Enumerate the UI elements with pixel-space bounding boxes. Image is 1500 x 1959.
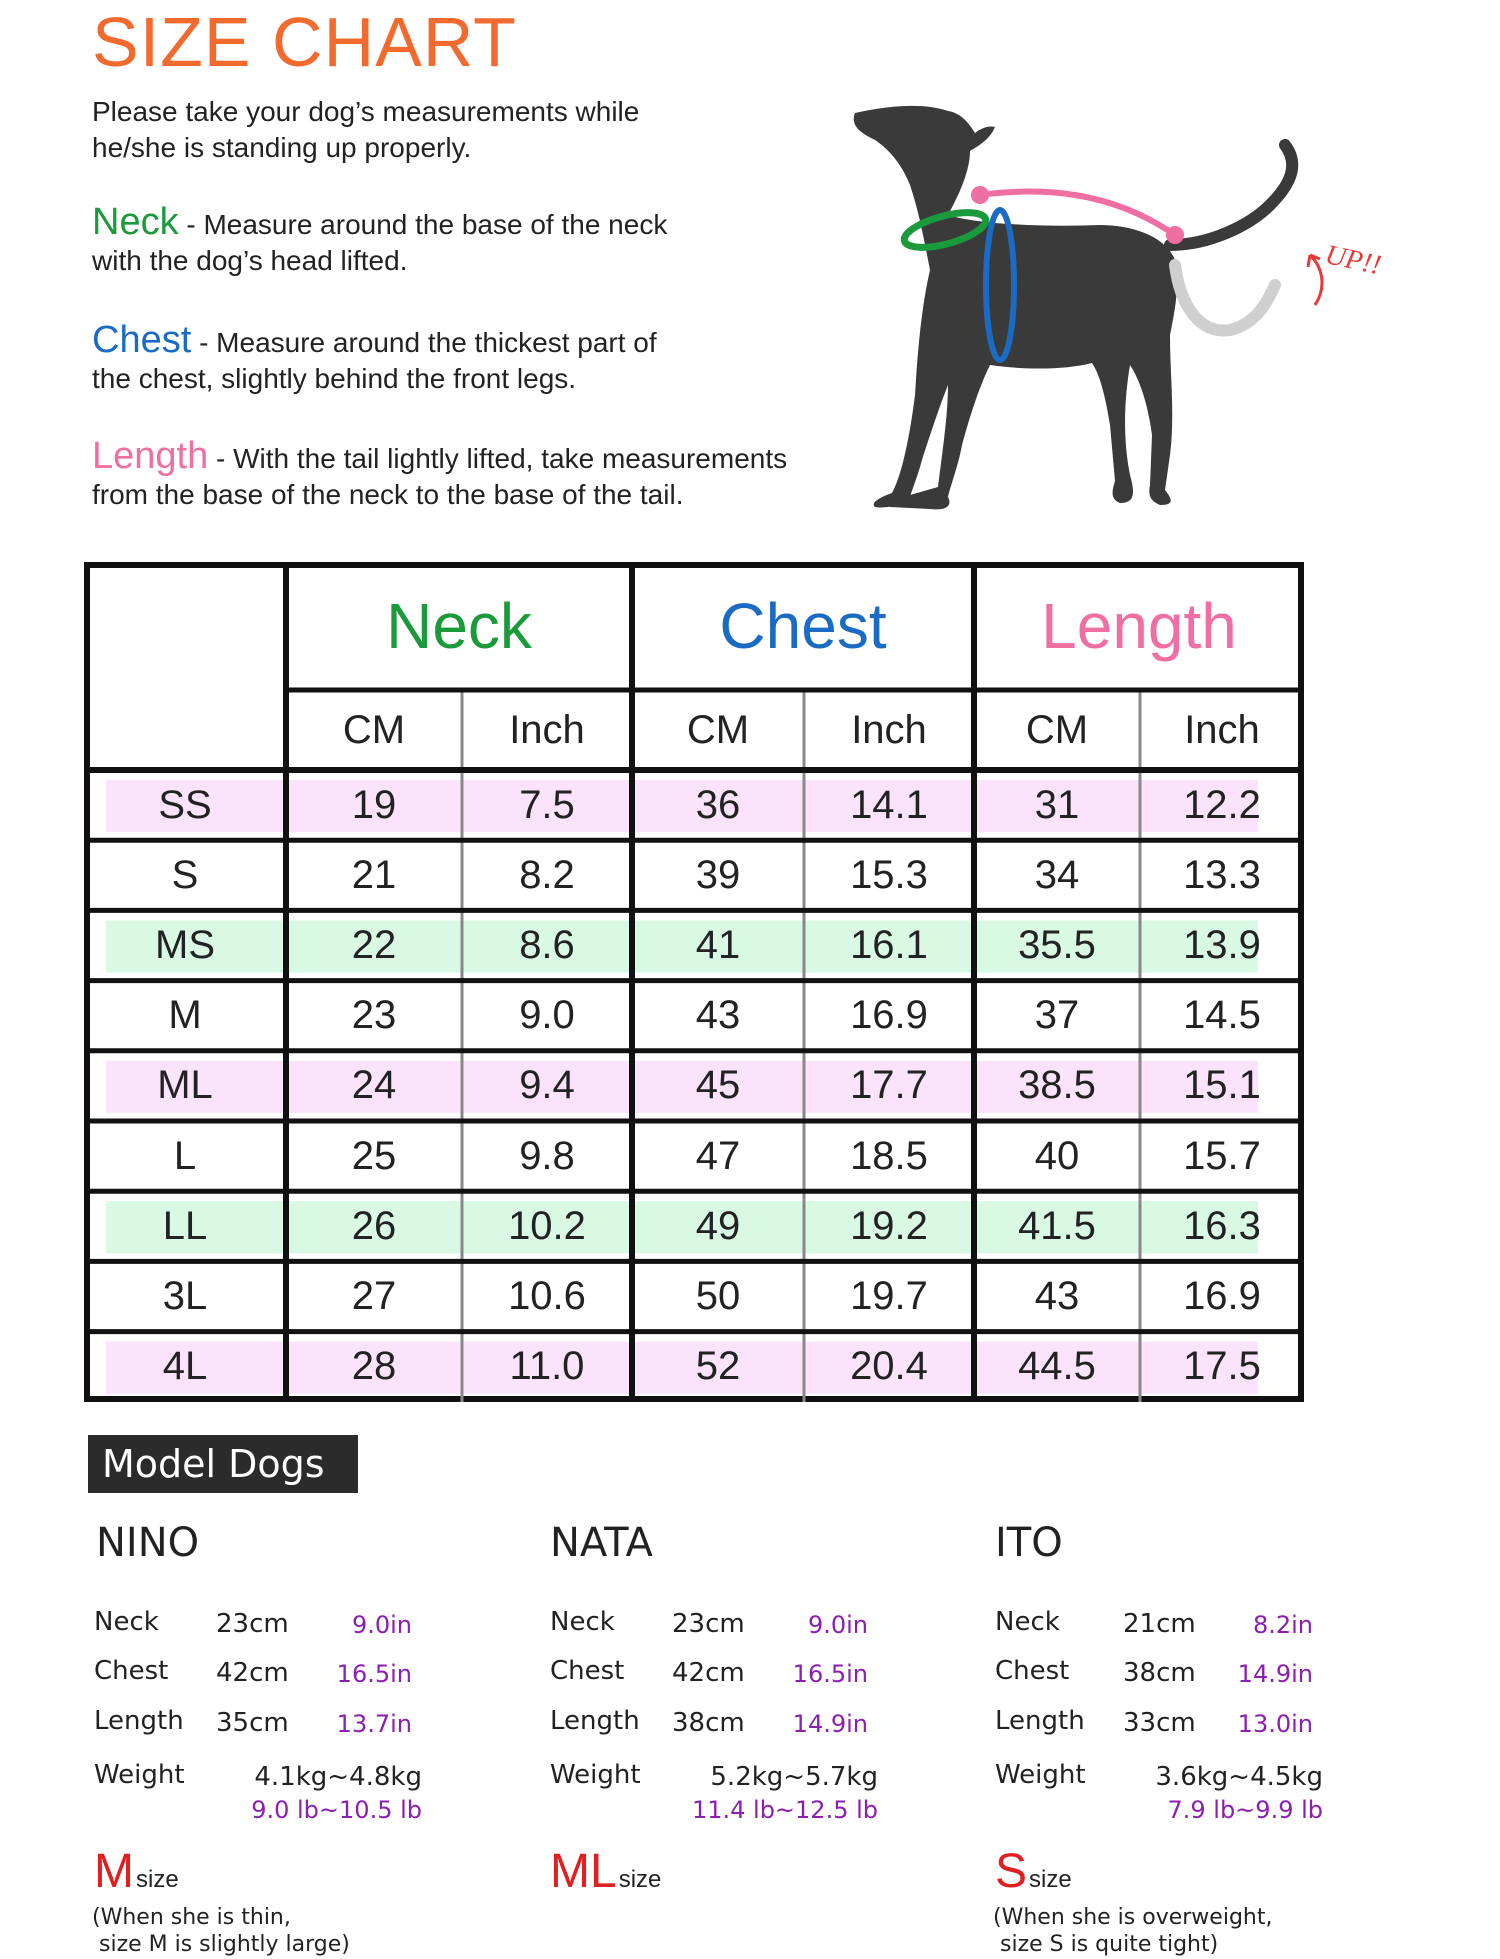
measurement-inch: 13.0in [1237,1710,1313,1738]
measurement-label: Chest [550,1656,625,1686]
measurement-cm: 23cm [672,1609,745,1639]
measurement-cm: 42cm [672,1658,745,1688]
size-value: 44.5 [1018,1344,1096,1389]
size-value: 16.1 [850,922,928,967]
size-value: 8.6 [519,922,575,967]
size-value: 27 [351,1273,397,1318]
unit-header: CM [1025,707,1089,752]
size-value: 15.7 [1183,1133,1261,1178]
measurement-cm: 38cm [672,1708,745,1738]
size-value: 19 [351,782,397,827]
neck-text-2: with the dog’s head lifted. [92,245,408,276]
size-value: 16.9 [1183,1273,1261,1318]
size-value: 9.4 [519,1063,575,1108]
measurement-inch: 13.7in [336,1710,412,1738]
dog-silhouette [854,106,1293,509]
intro-line-1: Please take your dog’s measurements while [92,96,640,127]
measurement-cm: 21cm [1123,1609,1196,1639]
size-label: L [173,1133,197,1178]
size-label: 3L [162,1273,208,1318]
size-value: 52 [695,1344,741,1389]
size-value: 41.5 [1018,1203,1096,1248]
fit-note-line: size M is slightly large) [92,1932,350,1957]
size-value: 14.1 [850,782,928,827]
measurement-inch: 16.5in [336,1660,412,1688]
measurement-inch: 8.2in [1252,1611,1313,1639]
intro-text [92,94,892,166]
measurement-inch: 9.0in [351,1611,412,1639]
fit-note-line: size S is quite tight) [993,1932,1219,1957]
size-value: 25 [351,1133,397,1178]
model-dogs-heading: Model Dogs [88,1435,358,1493]
measurement-cm: 42cm [216,1658,289,1688]
size-label: 4L [162,1344,208,1389]
measurement-label: Neck [995,1607,1060,1637]
size-value: 34 [1034,852,1080,897]
recommended-size-value: ML [550,1845,617,1898]
size-value: 15.1 [1183,1063,1261,1108]
tail-lowered-indicator [1175,265,1275,331]
size-value: 31 [1034,782,1080,827]
size-value: 40 [1034,1133,1080,1178]
size-value: 18.5 [850,1133,928,1178]
size-value: 19.2 [850,1203,928,1248]
chest-term: Chest [92,319,192,361]
size-value: 35.5 [1018,922,1096,967]
size-label: ML [157,1063,213,1108]
size-value: 13.3 [1183,852,1261,897]
fit-note-line: (When she is overweight, [993,1905,1273,1930]
size-value: 36 [695,782,741,827]
model-dog-name: NINO [96,1520,200,1566]
size-value: 12.2 [1183,782,1261,827]
size-label: LL [162,1203,208,1248]
model-dog-name: ITO [995,1520,1063,1566]
measurement-cm: 38cm [1123,1658,1196,1688]
size-table [84,562,1304,1402]
fit-note [92,1904,350,1958]
measurement-label: Neck [550,1607,615,1637]
measurement-inch: 14.9in [1237,1660,1313,1688]
model-dog-name: NATA [550,1520,653,1566]
weight-kg: 4.1kg~4.8kg [254,1762,422,1792]
group-header-neck: Neck [386,590,532,662]
chest-instruction [92,319,892,397]
size-value: 10.6 [508,1273,586,1318]
chest-text-2: the chest, slightly behind the front legs. [92,363,577,394]
size-value: 43 [1034,1273,1080,1318]
neck-term: Neck [92,201,179,243]
fit-note [993,1904,1272,1958]
unit-header: Inch [509,707,585,752]
size-value: 26 [351,1203,397,1248]
size-value: 7.5 [519,782,575,827]
size-value: 23 [351,993,397,1038]
measurement-label: Chest [94,1656,169,1686]
recommended-size-value: S [995,1845,1028,1898]
size-value: 21 [351,852,397,897]
size-value: 39 [695,852,741,897]
length-end-dot [1166,226,1184,244]
size-label: SS [158,782,212,827]
size-value: 17.5 [1183,1344,1261,1389]
size-value: 13.9 [1183,922,1261,967]
size-value: 28 [351,1344,397,1389]
measurement-cm: 33cm [1123,1708,1196,1738]
size-value: 24 [351,1063,397,1108]
unit-header: Inch [1184,707,1260,752]
size-word: size [135,1866,179,1893]
measurement-inch: 9.0in [807,1611,868,1639]
size-value: 17.7 [850,1063,928,1108]
up-arrow-icon [1308,255,1322,305]
measurement-label: Length [94,1706,184,1736]
size-value: 9.0 [519,993,575,1038]
weight-label: Weight [550,1760,641,1790]
size-value: 37 [1034,993,1080,1038]
size-value: 10.2 [508,1203,586,1248]
weight-kg: 5.2kg~5.7kg [710,1762,878,1792]
dog-measurement-illustration [830,95,1410,525]
page-title: SIZE CHART [92,3,517,81]
measurement-label: Chest [995,1656,1070,1686]
chest-text-1: - Measure around the thickest part of [199,327,657,358]
recommended-size [995,1844,1072,1899]
measurement-cm: 23cm [216,1609,289,1639]
recommended-size [94,1844,179,1899]
size-label: M [168,993,202,1038]
size-value: 49 [695,1203,741,1248]
measurement-label: Length [550,1706,640,1736]
size-value: 43 [695,993,741,1038]
size-value: 22 [351,922,397,967]
intro-line-2: he/she is standing up properly. [92,132,472,163]
measurement-inch: 16.5in [792,1660,868,1688]
recommended-size-value: M [94,1845,134,1898]
measurement-inch: 14.9in [792,1710,868,1738]
size-value: 41 [695,922,741,967]
length-text-1: - With the tail lightly lifted, take measurements [216,443,788,474]
measurement-cm: 35cm [216,1708,289,1738]
size-value: 50 [695,1273,741,1318]
size-word: size [618,1866,662,1893]
recommended-size [550,1844,661,1899]
size-value: 47 [695,1133,741,1178]
size-value: 11.0 [509,1344,585,1389]
size-word: size [1029,1866,1072,1893]
size-value: 20.4 [850,1344,928,1389]
size-value: 8.2 [519,852,575,897]
size-value: 38.5 [1018,1063,1096,1108]
size-value: 15.3 [850,852,928,897]
length-text-2: from the base of the neck to the base of the tail. [92,479,684,510]
weight-lb: 11.4 lb~12.5 lb [691,1796,878,1824]
weight-label: Weight [94,1760,185,1790]
size-value: 9.8 [519,1133,575,1178]
size-value: 45 [695,1063,741,1108]
unit-header: CM [342,707,406,752]
unit-header: CM [686,707,750,752]
up-label: UP!! [1322,239,1384,282]
length-start-dot [971,186,989,204]
weight-lb: 7.9 lb~9.9 lb [1167,1796,1323,1824]
weight-kg: 3.6kg~4.5kg [1155,1762,1323,1792]
weight-lb: 9.0 lb~10.5 lb [251,1796,422,1824]
measurement-label: Length [995,1706,1085,1736]
size-label: MS [155,922,215,967]
size-value: 19.7 [850,1273,928,1318]
neck-text-1: - Measure around the base of the neck [186,209,668,240]
size-value: 16.3 [1183,1203,1261,1248]
weight-label: Weight [995,1760,1086,1790]
measurement-label: Neck [94,1607,159,1637]
unit-header: Inch [851,707,927,752]
group-header-length: Length [1041,590,1237,662]
fit-note-line: (When she is thin, [92,1905,291,1930]
size-label: S [171,852,199,897]
size-value: 14.5 [1183,993,1261,1038]
size-value: 16.9 [850,993,928,1038]
length-term: Length [92,435,209,477]
group-header-chest: Chest [719,590,887,662]
neck-instruction [92,201,892,279]
